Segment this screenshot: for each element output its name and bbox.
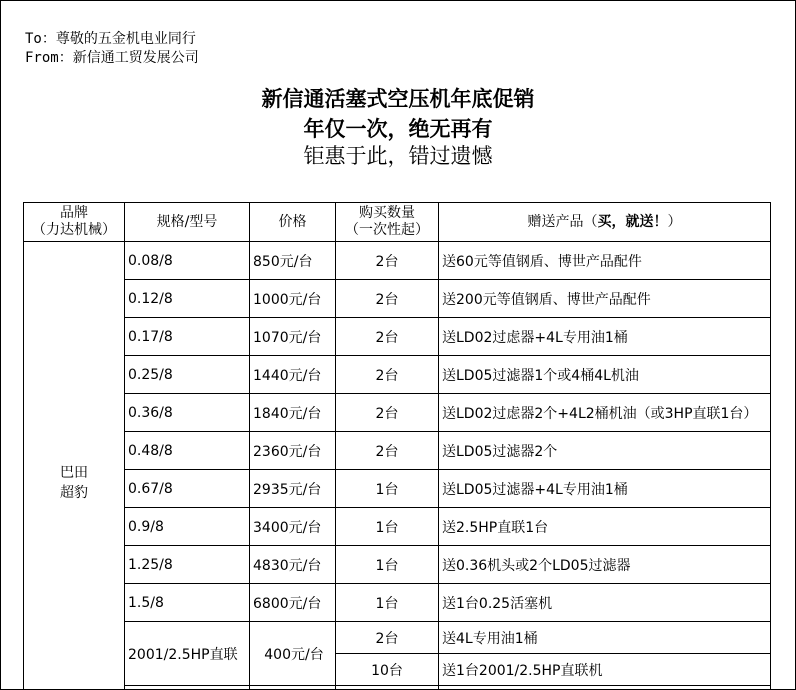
brand-cell <box>24 242 125 690</box>
price-cell: 2935元/台 <box>250 470 336 508</box>
spec-cell: 0.12/8 <box>125 280 250 318</box>
table-row <box>24 508 771 546</box>
qty-header <box>336 203 439 242</box>
gift-cell: 送LD02过虑器+4L专用油1桶 <box>439 318 771 356</box>
spec-cell: 2001/2.5HP直联 <box>125 622 250 686</box>
price-header: 价格 <box>250 203 336 242</box>
brand-header-line1: 品牌 <box>60 205 88 221</box>
spec-cell: 0.08/8 <box>125 242 250 280</box>
qty-cell: 2台 <box>336 280 439 318</box>
qty-cell: 2台 <box>336 356 439 394</box>
qty-cell: 2台 <box>336 318 439 356</box>
recipient-line: To：尊敬的五金机电业同行 <box>25 31 196 47</box>
spec-cell: 0.36/8 <box>125 394 250 432</box>
subtitle-1: 年仅一次，绝无再有 <box>303 116 493 141</box>
price-cell: 6800元/台 <box>250 584 336 622</box>
gift-cell: 送2.5HP直联1台 <box>439 508 771 546</box>
price-cell: 1070元/台 <box>250 318 336 356</box>
qty-cell: 1台 <box>336 584 439 622</box>
spec-cell: 0.67/8 <box>125 470 250 508</box>
spec-cell: 0.17/8 <box>125 318 250 356</box>
table-row <box>24 546 771 584</box>
gift-cell: 送0.36机头或2个LD05过滤器 <box>439 546 771 584</box>
table-row <box>24 432 771 470</box>
gift-header-prefix: 赠送产品（ <box>527 213 598 230</box>
table-row <box>24 470 771 508</box>
gift-cell: 送4L专用油1桶 <box>439 622 771 654</box>
gift-header-emphasis: 买，就送！ <box>597 213 668 230</box>
spec-cell: 1.25/8 <box>125 546 250 584</box>
qty-cell: 2台 <box>336 394 439 432</box>
qty-cell <box>336 686 439 690</box>
promotion-table <box>23 202 771 690</box>
price-cell: 400元/台 <box>250 622 336 686</box>
qty-header-line2: （一次性起） <box>345 222 429 238</box>
gift-cell: 送1台0.25活塞机 <box>439 584 771 622</box>
brand-name-line2: 超豹 <box>60 484 88 501</box>
qty-header-line1: 购买数量 <box>359 205 415 221</box>
table-row <box>24 394 771 432</box>
table-row <box>24 280 771 318</box>
spec-cell: 0.48/8 <box>125 432 250 470</box>
price-cell: 1000元/台 <box>250 280 336 318</box>
table-row <box>24 584 771 622</box>
gift-cell: 送200元等值钢盾、博世产品配件 <box>439 280 771 318</box>
spec-cell: 1.5/8 <box>125 584 250 622</box>
spec-cell: 0.25/8 <box>125 356 250 394</box>
page-title: 新信通活塞式空压机年底促销 <box>261 86 535 111</box>
gift-cell: 送60元等值钢盾、博世产品配件 <box>439 242 771 280</box>
table-row-partial <box>24 686 771 690</box>
brand-header <box>24 203 125 242</box>
gift-header-suffix: ） <box>667 213 682 230</box>
price-cell: 850元/台 <box>250 242 336 280</box>
spec-cell: 0.9/8 <box>125 508 250 546</box>
gift-cell: 送LD05过滤器1个或4桶4L机油 <box>439 356 771 394</box>
table-row <box>24 318 771 356</box>
gift-cell: 送LD05过滤器+4L专用油1桶 <box>439 470 771 508</box>
brand-header-line2: （力达机械） <box>32 222 116 238</box>
brand-name-line1: 巴田 <box>60 464 88 481</box>
gift-cell <box>439 686 771 690</box>
price-cell: 3400元/台 <box>250 508 336 546</box>
gift-cell: 送LD05过滤器2个 <box>439 432 771 470</box>
table-row <box>24 242 771 280</box>
sender-line: From：新信通工贸发展公司 <box>25 50 199 66</box>
qty-cell: 2台 <box>336 432 439 470</box>
gift-header <box>439 203 771 242</box>
gift-cell: 送LD02过虑器2个+4L2桶机油（或3HP直联1台） <box>439 394 771 432</box>
price-cell: 1840元/台 <box>250 394 336 432</box>
subtitle-2: 钜惠于此，错过遗憾 <box>303 144 493 168</box>
table-row <box>24 622 771 654</box>
price-cell: 2360元/台 <box>250 432 336 470</box>
qty-cell: 1台 <box>336 470 439 508</box>
qty-cell: 1台 <box>336 546 439 584</box>
qty-cell: 2台 <box>336 242 439 280</box>
table-row <box>24 356 771 394</box>
table-header-row <box>24 203 771 242</box>
spec-cell <box>125 686 250 690</box>
qty-cell: 1台 <box>336 508 439 546</box>
price-cell: 4830元/台 <box>250 546 336 584</box>
qty-cell: 10台 <box>336 654 439 686</box>
spec-header: 规格/型号 <box>125 203 250 242</box>
price-cell: 1440元/台 <box>250 356 336 394</box>
qty-cell: 2台 <box>336 622 439 654</box>
gift-cell: 送1台2001/2.5HP直联机 <box>439 654 771 686</box>
price-cell <box>250 686 336 690</box>
